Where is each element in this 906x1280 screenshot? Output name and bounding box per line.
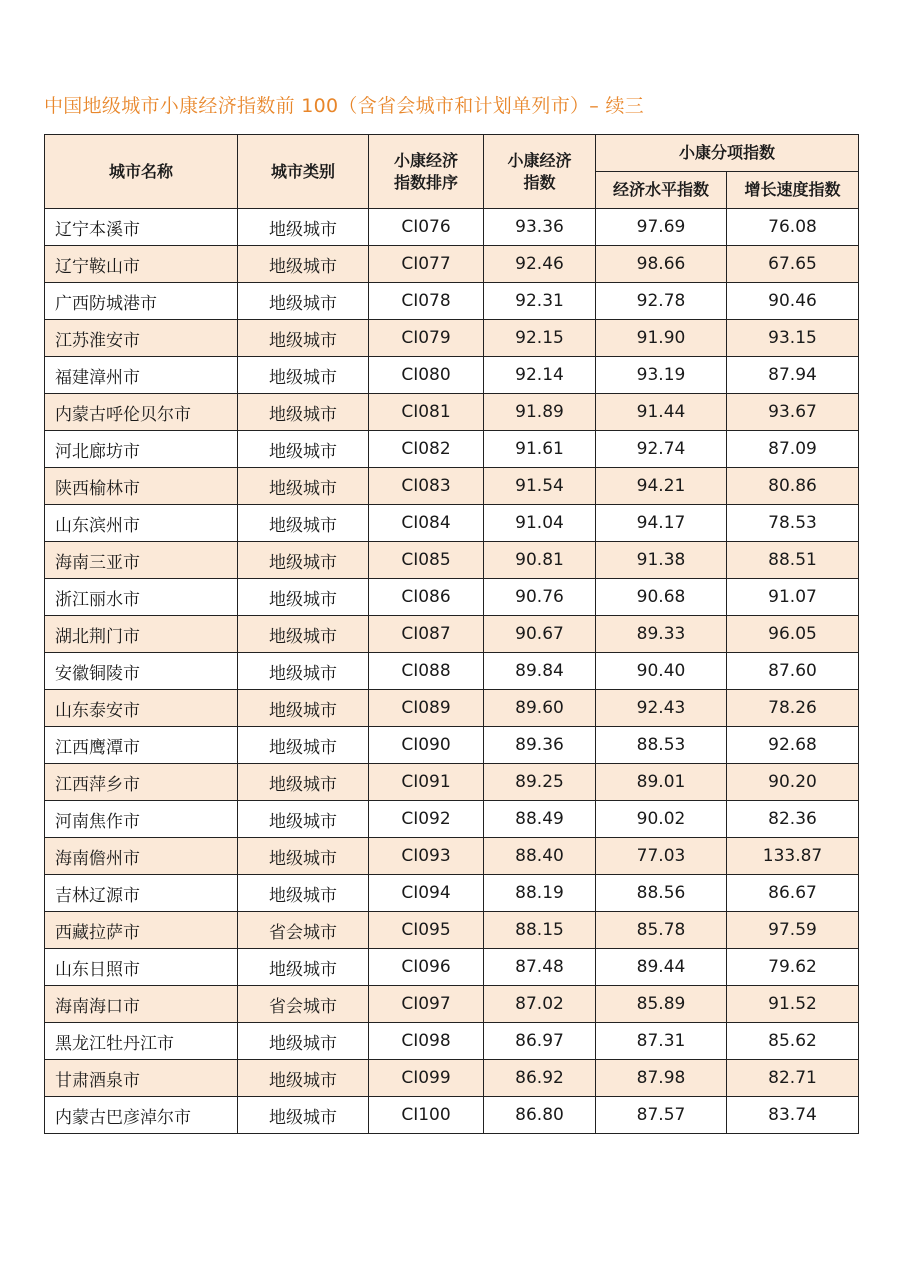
table-row <box>45 727 859 764</box>
cell-growth-speed: 88.51 <box>727 542 859 579</box>
cell-rank: CI080 <box>369 357 484 394</box>
cell-growth-speed: 87.09 <box>727 431 859 468</box>
cell-econ-level: 87.57 <box>596 1097 727 1134</box>
header-growth-speed: 增长速度指数 <box>727 172 859 209</box>
cell-econ-level: 90.40 <box>596 653 727 690</box>
table-row <box>45 246 859 283</box>
cell-city: 江苏淮安市 <box>45 320 238 357</box>
cell-city-type: 地级城市 <box>238 209 369 246</box>
cell-index: 88.19 <box>484 875 596 912</box>
cell-city: 河北廊坊市 <box>45 431 238 468</box>
table-row <box>45 986 859 1023</box>
cell-index: 86.80 <box>484 1097 596 1134</box>
cell-econ-level: 88.53 <box>596 727 727 764</box>
header-xiaokang-index: 小康经济 指数 <box>484 135 596 209</box>
cell-index: 92.14 <box>484 357 596 394</box>
table-row <box>45 1097 859 1134</box>
cell-rank: CI081 <box>369 394 484 431</box>
cell-rank: CI085 <box>369 542 484 579</box>
cell-city-type: 地级城市 <box>238 653 369 690</box>
cell-index: 91.89 <box>484 394 596 431</box>
cell-rank: CI090 <box>369 727 484 764</box>
cell-index: 90.76 <box>484 579 596 616</box>
cell-growth-speed: 83.74 <box>727 1097 859 1134</box>
cell-growth-speed: 78.26 <box>727 690 859 727</box>
cell-city-type: 地级城市 <box>238 690 369 727</box>
cell-econ-level: 94.17 <box>596 505 727 542</box>
cell-rank: CI092 <box>369 801 484 838</box>
cell-growth-speed: 92.68 <box>727 727 859 764</box>
cell-city-type: 地级城市 <box>238 764 369 801</box>
table-row <box>45 357 859 394</box>
table-row <box>45 468 859 505</box>
cell-city: 海南三亚市 <box>45 542 238 579</box>
cell-econ-level: 85.89 <box>596 986 727 1023</box>
cell-index: 93.36 <box>484 209 596 246</box>
cell-rank: CI084 <box>369 505 484 542</box>
table-row <box>45 209 859 246</box>
cell-econ-level: 89.44 <box>596 949 727 986</box>
cell-index: 86.97 <box>484 1023 596 1060</box>
table-row <box>45 1060 859 1097</box>
cell-city: 江西萍乡市 <box>45 764 238 801</box>
cell-city: 海南海口市 <box>45 986 238 1023</box>
cell-city-type: 地级城市 <box>238 357 369 394</box>
cell-index: 91.54 <box>484 468 596 505</box>
cell-city: 湖北荆门市 <box>45 616 238 653</box>
cell-city: 甘肃酒泉市 <box>45 1060 238 1097</box>
cell-growth-speed: 96.05 <box>727 616 859 653</box>
cell-city: 内蒙古呼伦贝尔市 <box>45 394 238 431</box>
cell-city-type: 地级城市 <box>238 838 369 875</box>
cell-rank: CI088 <box>369 653 484 690</box>
cell-rank: CI089 <box>369 690 484 727</box>
cell-index: 88.49 <box>484 801 596 838</box>
cell-city-type: 地级城市 <box>238 431 369 468</box>
cell-city: 山东日照市 <box>45 949 238 986</box>
cell-city-type: 地级城市 <box>238 579 369 616</box>
cell-rank: CI082 <box>369 431 484 468</box>
cell-city: 海南儋州市 <box>45 838 238 875</box>
cell-rank: CI097 <box>369 986 484 1023</box>
cell-city-type: 省会城市 <box>238 986 369 1023</box>
cell-city-type: 地级城市 <box>238 283 369 320</box>
cell-growth-speed: 91.52 <box>727 986 859 1023</box>
cell-rank: CI098 <box>369 1023 484 1060</box>
cell-city-type: 地级城市 <box>238 1097 369 1134</box>
cell-city: 广西防城港市 <box>45 283 238 320</box>
cell-econ-level: 97.69 <box>596 209 727 246</box>
cell-index: 91.61 <box>484 431 596 468</box>
cell-index: 89.25 <box>484 764 596 801</box>
cell-rank: CI083 <box>369 468 484 505</box>
header-index-rank: 小康经济 指数排序 <box>369 135 484 209</box>
cell-city-type: 地级城市 <box>238 394 369 431</box>
cell-city: 陕西榆林市 <box>45 468 238 505</box>
cell-index: 87.02 <box>484 986 596 1023</box>
cell-city: 江西鹰潭市 <box>45 727 238 764</box>
cell-growth-speed: 67.65 <box>727 246 859 283</box>
table-row <box>45 542 859 579</box>
cell-growth-speed: 79.62 <box>727 949 859 986</box>
cell-rank: CI095 <box>369 912 484 949</box>
cell-growth-speed: 86.67 <box>727 875 859 912</box>
cell-rank: CI100 <box>369 1097 484 1134</box>
table-row <box>45 912 859 949</box>
header-city-type: 城市类别 <box>238 135 369 209</box>
cell-rank: CI099 <box>369 1060 484 1097</box>
table-row <box>45 616 859 653</box>
cell-growth-speed: 85.62 <box>727 1023 859 1060</box>
cell-econ-level: 91.38 <box>596 542 727 579</box>
cell-rank: CI086 <box>369 579 484 616</box>
cell-city: 辽宁鞍山市 <box>45 246 238 283</box>
cell-city: 山东泰安市 <box>45 690 238 727</box>
cell-rank: CI096 <box>369 949 484 986</box>
cell-index: 91.04 <box>484 505 596 542</box>
cell-rank: CI077 <box>369 246 484 283</box>
cell-city-type: 地级城市 <box>238 320 369 357</box>
cell-rank: CI093 <box>369 838 484 875</box>
cell-index: 86.92 <box>484 1060 596 1097</box>
table-row <box>45 690 859 727</box>
cell-econ-level: 85.78 <box>596 912 727 949</box>
cell-econ-level: 87.98 <box>596 1060 727 1097</box>
table-row <box>45 764 859 801</box>
cell-index: 92.15 <box>484 320 596 357</box>
cell-index: 90.81 <box>484 542 596 579</box>
cell-rank: CI079 <box>369 320 484 357</box>
cell-rank: CI094 <box>369 875 484 912</box>
table-row <box>45 1023 859 1060</box>
cell-growth-speed: 133.87 <box>727 838 859 875</box>
cell-growth-speed: 90.46 <box>727 283 859 320</box>
cell-econ-level: 77.03 <box>596 838 727 875</box>
cell-index: 92.31 <box>484 283 596 320</box>
cell-index: 88.40 <box>484 838 596 875</box>
cell-city-type: 地级城市 <box>238 875 369 912</box>
cell-city-type: 地级城市 <box>238 542 369 579</box>
cell-index: 88.15 <box>484 912 596 949</box>
cell-city-type: 地级城市 <box>238 727 369 764</box>
cell-index: 90.67 <box>484 616 596 653</box>
cell-city: 黑龙江牡丹江市 <box>45 1023 238 1060</box>
table-row <box>45 505 859 542</box>
cell-growth-speed: 90.20 <box>727 764 859 801</box>
cell-growth-speed: 87.94 <box>727 357 859 394</box>
cell-econ-level: 88.56 <box>596 875 727 912</box>
cell-econ-level: 90.68 <box>596 579 727 616</box>
cell-city: 山东滨州市 <box>45 505 238 542</box>
cell-rank: CI091 <box>369 764 484 801</box>
table-body <box>45 209 859 1134</box>
cell-city: 浙江丽水市 <box>45 579 238 616</box>
cell-econ-level: 93.19 <box>596 357 727 394</box>
cell-econ-level: 91.44 <box>596 394 727 431</box>
cell-city-type: 地级城市 <box>238 616 369 653</box>
cell-city: 内蒙古巴彦淖尔市 <box>45 1097 238 1134</box>
cell-growth-speed: 82.71 <box>727 1060 859 1097</box>
table-row <box>45 875 859 912</box>
cell-city: 安徽铜陵市 <box>45 653 238 690</box>
cell-city: 河南焦作市 <box>45 801 238 838</box>
cell-growth-speed: 97.59 <box>727 912 859 949</box>
cell-econ-level: 89.33 <box>596 616 727 653</box>
cell-econ-level: 92.74 <box>596 431 727 468</box>
table-row <box>45 283 859 320</box>
cell-city-type: 地级城市 <box>238 949 369 986</box>
table-row <box>45 653 859 690</box>
table-row <box>45 394 859 431</box>
cell-city-type: 地级城市 <box>238 468 369 505</box>
cell-growth-speed: 78.53 <box>727 505 859 542</box>
cell-growth-speed: 93.67 <box>727 394 859 431</box>
cell-index: 92.46 <box>484 246 596 283</box>
cell-growth-speed: 91.07 <box>727 579 859 616</box>
cell-econ-level: 92.43 <box>596 690 727 727</box>
cell-city: 辽宁本溪市 <box>45 209 238 246</box>
table-row <box>45 320 859 357</box>
cell-index: 89.36 <box>484 727 596 764</box>
cell-city-type: 地级城市 <box>238 801 369 838</box>
cell-rank: CI078 <box>369 283 484 320</box>
document-title: 中国地级城市小康经济指数前 100（含省会城市和计划单列市）– 续三 <box>44 95 645 117</box>
header-econ-level: 经济水平指数 <box>596 172 727 209</box>
header-sub-index-group: 小康分项指数 <box>596 135 859 172</box>
cell-growth-speed: 76.08 <box>727 209 859 246</box>
cell-city: 吉林辽源市 <box>45 875 238 912</box>
cell-econ-level: 92.78 <box>596 283 727 320</box>
cell-city: 西藏拉萨市 <box>45 912 238 949</box>
cell-econ-level: 90.02 <box>596 801 727 838</box>
cell-econ-level: 94.21 <box>596 468 727 505</box>
cell-econ-level: 87.31 <box>596 1023 727 1060</box>
header-city-name: 城市名称 <box>45 135 238 209</box>
cell-city: 福建漳州市 <box>45 357 238 394</box>
cell-growth-speed: 87.60 <box>727 653 859 690</box>
table-row <box>45 579 859 616</box>
table-row <box>45 431 859 468</box>
cell-econ-level: 91.90 <box>596 320 727 357</box>
cell-rank: CI076 <box>369 209 484 246</box>
table-row <box>45 838 859 875</box>
cell-index: 87.48 <box>484 949 596 986</box>
table-header <box>45 135 859 209</box>
city-index-table <box>44 134 859 1134</box>
cell-rank: CI087 <box>369 616 484 653</box>
cell-city-type: 地级城市 <box>238 246 369 283</box>
cell-index: 89.60 <box>484 690 596 727</box>
cell-growth-speed: 80.86 <box>727 468 859 505</box>
cell-index: 89.84 <box>484 653 596 690</box>
cell-city-type: 地级城市 <box>238 505 369 542</box>
table-row <box>45 949 859 986</box>
cell-city-type: 省会城市 <box>238 912 369 949</box>
cell-city-type: 地级城市 <box>238 1023 369 1060</box>
cell-growth-speed: 82.36 <box>727 801 859 838</box>
cell-growth-speed: 93.15 <box>727 320 859 357</box>
cell-econ-level: 89.01 <box>596 764 727 801</box>
cell-city-type: 地级城市 <box>238 1060 369 1097</box>
cell-econ-level: 98.66 <box>596 246 727 283</box>
table-row <box>45 801 859 838</box>
